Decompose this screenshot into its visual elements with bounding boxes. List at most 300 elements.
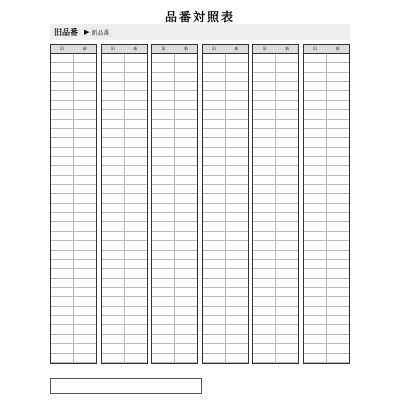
new-number <box>74 325 96 333</box>
table-row <box>304 176 349 185</box>
old-number <box>51 251 74 259</box>
old-number <box>304 297 327 305</box>
new-number <box>175 269 197 277</box>
table-row <box>304 157 349 166</box>
new-number <box>125 82 147 90</box>
old-number <box>51 176 74 184</box>
new-number <box>125 260 147 268</box>
table-row <box>102 157 147 166</box>
old-number <box>203 54 226 62</box>
table-row <box>51 269 96 278</box>
new-number <box>327 269 349 277</box>
new-number <box>276 260 298 268</box>
new-number <box>276 251 298 259</box>
old-number <box>51 232 74 240</box>
new-number <box>74 82 96 90</box>
old-number <box>102 325 125 333</box>
new-number <box>74 260 96 268</box>
old-number <box>51 344 74 352</box>
new-number <box>125 110 147 118</box>
table-row <box>304 148 349 157</box>
new-number <box>74 251 96 259</box>
old-number <box>102 279 125 287</box>
table-row <box>203 260 248 269</box>
table-row <box>102 54 147 63</box>
old-number <box>203 166 226 174</box>
table-row <box>51 82 96 91</box>
old-number <box>51 185 74 193</box>
table-row <box>304 325 349 334</box>
old-number <box>253 185 276 193</box>
table-row <box>102 279 147 288</box>
table-row <box>102 148 147 157</box>
new-number <box>175 251 197 259</box>
old-number <box>152 307 175 315</box>
table-row <box>51 110 96 119</box>
new-number <box>125 354 147 362</box>
new-number <box>175 157 197 165</box>
table-row <box>203 335 248 344</box>
new-number <box>125 297 147 305</box>
table-row <box>253 354 298 363</box>
table-row <box>152 54 197 63</box>
new-number <box>226 110 248 118</box>
new-number <box>276 325 298 333</box>
new-number <box>125 73 147 81</box>
new-number <box>276 316 298 324</box>
table-row <box>304 222 349 231</box>
new-number <box>74 73 96 81</box>
table-row <box>51 222 96 231</box>
new-number <box>276 176 298 184</box>
old-number <box>51 269 74 277</box>
table-row <box>203 316 248 325</box>
table-row <box>152 232 197 241</box>
old-number <box>152 101 175 109</box>
table-row <box>203 232 248 241</box>
table-row <box>152 279 197 288</box>
table-row <box>152 222 197 231</box>
table-row <box>304 91 349 100</box>
table-row <box>51 325 96 334</box>
new-number <box>226 194 248 202</box>
table-row <box>203 241 248 250</box>
old-number <box>102 344 125 352</box>
old-number <box>102 91 125 99</box>
new-number <box>125 91 147 99</box>
new-number <box>276 288 298 296</box>
old-number <box>152 335 175 343</box>
old-number <box>152 354 175 362</box>
table-row <box>253 232 298 241</box>
old-number <box>203 120 226 128</box>
old-number <box>51 335 74 343</box>
old-number <box>304 204 327 212</box>
table-row <box>152 185 197 194</box>
new-number <box>276 194 298 202</box>
new-number <box>74 307 96 315</box>
table-row <box>253 269 298 278</box>
old-number <box>152 82 175 90</box>
table-row <box>102 260 147 269</box>
table-row <box>152 166 197 175</box>
new-number <box>327 129 349 137</box>
header-old: 旧 <box>110 46 115 51</box>
new-number <box>226 91 248 99</box>
new-number <box>276 101 298 109</box>
old-number <box>51 354 74 362</box>
table-row <box>102 185 147 194</box>
table-row <box>51 176 96 185</box>
old-number <box>253 222 276 230</box>
new-number <box>175 54 197 62</box>
new-number <box>175 288 197 296</box>
new-number <box>74 63 96 71</box>
new-number <box>327 185 349 193</box>
new-number <box>74 185 96 193</box>
table-row <box>203 176 248 185</box>
new-number <box>226 148 248 156</box>
new-number <box>226 241 248 249</box>
old-number <box>102 307 125 315</box>
old-number <box>203 194 226 202</box>
table-row <box>102 82 147 91</box>
old-number <box>203 148 226 156</box>
table-row <box>253 129 298 138</box>
table-row <box>253 63 298 72</box>
new-number <box>74 176 96 184</box>
old-number <box>253 269 276 277</box>
header-new: 新 <box>133 46 138 51</box>
new-number <box>276 204 298 212</box>
new-number <box>74 110 96 118</box>
old-number <box>304 279 327 287</box>
table-row <box>203 138 248 147</box>
old-number <box>253 213 276 221</box>
new-number <box>276 222 298 230</box>
old-number <box>102 251 125 259</box>
new-number <box>327 297 349 305</box>
new-number <box>276 148 298 156</box>
old-number <box>304 213 327 221</box>
table-row <box>152 307 197 316</box>
table-row <box>304 279 349 288</box>
old-number <box>253 297 276 305</box>
table-row <box>102 222 147 231</box>
new-number <box>175 138 197 146</box>
table-row <box>102 288 147 297</box>
new-number <box>125 344 147 352</box>
table-row <box>152 335 197 344</box>
table-row <box>51 138 96 147</box>
new-number <box>175 129 197 137</box>
old-number <box>51 279 74 287</box>
old-number <box>102 260 125 268</box>
table-row <box>51 91 96 100</box>
old-number <box>304 251 327 259</box>
old-number <box>51 91 74 99</box>
new-number <box>175 260 197 268</box>
old-number <box>203 288 226 296</box>
table-row <box>152 213 197 222</box>
table-row <box>304 269 349 278</box>
old-number <box>304 269 327 277</box>
new-number <box>125 241 147 249</box>
table-row <box>51 307 96 316</box>
table-row <box>51 251 96 260</box>
new-number <box>74 297 96 305</box>
table-row <box>152 101 197 110</box>
table-row <box>304 297 349 306</box>
new-number <box>327 204 349 212</box>
table-row <box>253 279 298 288</box>
table-row <box>51 241 96 250</box>
new-number <box>175 325 197 333</box>
old-number <box>304 148 327 156</box>
new-number <box>226 251 248 259</box>
table-row <box>203 148 248 157</box>
column-header <box>253 45 298 54</box>
new-number <box>175 307 197 315</box>
table-row <box>152 251 197 260</box>
new-number <box>125 120 147 128</box>
table-row <box>253 82 298 91</box>
old-number <box>253 82 276 90</box>
column-header <box>152 45 197 54</box>
table-row <box>203 269 248 278</box>
table-row <box>304 129 349 138</box>
old-number <box>253 241 276 249</box>
table-row <box>102 297 147 306</box>
table-row <box>152 316 197 325</box>
table-row <box>304 54 349 63</box>
table-row <box>253 185 298 194</box>
new-number <box>175 204 197 212</box>
new-number <box>74 344 96 352</box>
new-number <box>175 222 197 230</box>
table-row <box>304 260 349 269</box>
new-number <box>276 63 298 71</box>
old-number <box>152 166 175 174</box>
old-number <box>102 297 125 305</box>
table-row <box>152 120 197 129</box>
new-number <box>226 325 248 333</box>
old-number <box>152 316 175 324</box>
old-number <box>51 166 74 174</box>
new-number <box>226 166 248 174</box>
table-row <box>152 138 197 147</box>
table-row <box>152 354 197 363</box>
old-number <box>152 129 175 137</box>
old-number <box>51 307 74 315</box>
new-number <box>276 166 298 174</box>
old-number <box>253 54 276 62</box>
old-number <box>304 241 327 249</box>
table-row <box>102 204 147 213</box>
old-number <box>152 176 175 184</box>
table-row <box>253 176 298 185</box>
new-number <box>175 185 197 193</box>
table-row <box>253 241 298 250</box>
footer-code-box <box>50 378 202 394</box>
table-row <box>203 213 248 222</box>
old-number <box>152 204 175 212</box>
new-number <box>276 157 298 165</box>
old-number <box>152 222 175 230</box>
table-row <box>203 222 248 231</box>
table-row <box>253 307 298 316</box>
old-number <box>253 279 276 287</box>
old-number <box>203 297 226 305</box>
new-number <box>276 138 298 146</box>
new-number <box>327 232 349 240</box>
new-number <box>125 54 147 62</box>
table-row <box>253 204 298 213</box>
table-row <box>51 279 96 288</box>
new-number <box>226 176 248 184</box>
new-number <box>125 222 147 230</box>
new-number <box>327 120 349 128</box>
new-number <box>226 222 248 230</box>
old-number <box>304 54 327 62</box>
table-row <box>203 91 248 100</box>
table-row <box>152 194 197 203</box>
old-number <box>51 101 74 109</box>
new-number <box>125 194 147 202</box>
table-row <box>203 185 248 194</box>
new-number <box>226 260 248 268</box>
old-number <box>152 260 175 268</box>
old-number <box>51 241 74 249</box>
old-number <box>152 213 175 221</box>
table-row <box>51 316 96 325</box>
old-number <box>152 185 175 193</box>
old-number <box>51 260 74 268</box>
new-number <box>175 297 197 305</box>
new-number <box>327 307 349 315</box>
new-number <box>327 82 349 90</box>
old-number <box>203 325 226 333</box>
old-number <box>51 73 74 81</box>
new-number <box>74 91 96 99</box>
new-number <box>226 269 248 277</box>
table-row <box>253 251 298 260</box>
old-number <box>253 120 276 128</box>
table-row <box>51 288 96 297</box>
new-number <box>327 241 349 249</box>
new-number <box>276 232 298 240</box>
table-row <box>51 129 96 138</box>
old-number <box>304 344 327 352</box>
old-number <box>253 194 276 202</box>
old-number <box>304 176 327 184</box>
new-number <box>125 269 147 277</box>
new-number <box>74 138 96 146</box>
new-number <box>327 176 349 184</box>
new-number <box>125 279 147 287</box>
new-number <box>327 222 349 230</box>
table-row <box>102 269 147 278</box>
table-row <box>102 120 147 129</box>
table-row <box>203 279 248 288</box>
new-number <box>125 148 147 156</box>
old-number <box>304 288 327 296</box>
new-number <box>226 307 248 315</box>
table-row <box>51 148 96 157</box>
old-number <box>304 325 327 333</box>
table-row <box>102 344 147 353</box>
new-number <box>327 335 349 343</box>
new-number <box>276 185 298 193</box>
legend-new-label: 新品番 <box>91 29 110 37</box>
old-number <box>304 354 327 362</box>
new-number <box>125 166 147 174</box>
new-number <box>276 241 298 249</box>
new-number <box>276 213 298 221</box>
old-number <box>253 138 276 146</box>
table-row <box>304 194 349 203</box>
old-number <box>51 194 74 202</box>
old-number <box>51 54 74 62</box>
old-number <box>203 82 226 90</box>
new-number <box>175 279 197 287</box>
table-row <box>253 54 298 63</box>
table-row <box>51 213 96 222</box>
old-number <box>102 222 125 230</box>
table-row <box>152 157 197 166</box>
new-number <box>125 251 147 259</box>
old-number <box>203 101 226 109</box>
new-number <box>175 241 197 249</box>
table-row <box>304 82 349 91</box>
table-row <box>253 344 298 353</box>
table-row <box>253 325 298 334</box>
table-row <box>304 63 349 72</box>
table-row <box>203 110 248 119</box>
old-number <box>152 251 175 259</box>
table-row <box>203 166 248 175</box>
old-number <box>152 288 175 296</box>
table-row <box>51 260 96 269</box>
new-number <box>125 138 147 146</box>
new-number <box>276 54 298 62</box>
table-row <box>102 110 147 119</box>
new-number <box>175 101 197 109</box>
old-number <box>102 269 125 277</box>
new-number <box>125 213 147 221</box>
new-number <box>175 148 197 156</box>
old-number <box>304 232 327 240</box>
column-header <box>203 45 248 54</box>
new-number <box>226 120 248 128</box>
table-row <box>102 129 147 138</box>
table-row <box>203 82 248 91</box>
table-row <box>102 213 147 222</box>
new-number <box>226 185 248 193</box>
new-number <box>327 101 349 109</box>
table-row <box>253 288 298 297</box>
old-number <box>102 316 125 324</box>
table-row <box>152 288 197 297</box>
legend-arrow-icon: ▶ <box>84 28 90 36</box>
new-number <box>327 213 349 221</box>
new-number <box>226 354 248 362</box>
table-row <box>51 354 96 363</box>
old-number <box>304 222 327 230</box>
table-row <box>102 251 147 260</box>
mapping-column <box>151 44 198 364</box>
table-row <box>51 232 96 241</box>
